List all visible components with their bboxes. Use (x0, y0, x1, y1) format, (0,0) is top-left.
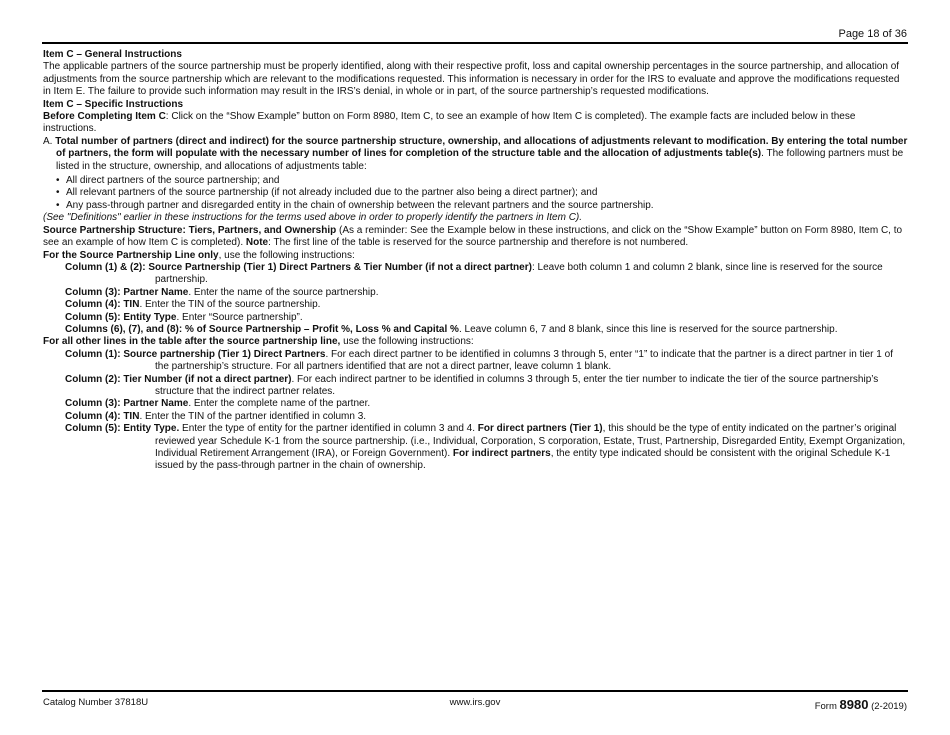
item-a-letter: A. (43, 135, 53, 147)
list-item: • All direct partners of the source partnership; and (56, 175, 908, 187)
column-label: Column (5): Entity Type. (65, 423, 180, 435)
column-label: Column (4): TIN (65, 299, 140, 311)
column-label: Column (3): Partner Name (65, 286, 189, 298)
specific-instructions-heading: Item C – Specific Instructions (43, 98, 184, 110)
other-lines-intro-text: use the following instructions: (340, 336, 474, 348)
source-column-3 (43, 287, 908, 299)
column-label: Column (3): Partner Name (65, 398, 189, 410)
column-label: Column (2): Tier Number (if not a direct partner) (65, 373, 292, 385)
partner-bullet-list (43, 175, 908, 212)
column-text: . Enter the complete name of the partner. (188, 398, 371, 410)
column-text: , the entity type indicated should be consistent with the original Schedule K-1 issued by the pass-through partner in the chain of ownership. (155, 448, 891, 472)
irs-website (0, 697, 950, 708)
direct-partners-label: For direct partners (Tier 1) (477, 423, 603, 435)
column-label: Column (1): Source partnership (Tier 1) Direct Partners (65, 348, 326, 360)
before-completing-label: Before Completing Item C (43, 111, 166, 123)
form-word: Form (814, 701, 837, 712)
catalog-number: Catalog Number 37818U (43, 697, 149, 708)
item-a-bold: Total number of partners (direct and indirect) for the source partnership structure, ownership, and allocations of adjustments relevant to modification. By entering the total number of partners, the form will populate with the necessary number of lines for completion of the structure table and the allocation of adjustments table(s) (55, 135, 908, 160)
column-text: . Leave column 6, 7 and 8 blank, since this line is reserved for the source partnership. (458, 323, 838, 335)
definitions-note: (See "Definitions" earlier in these instructions for the terms used above in order to properly identify the partners in Item C). (43, 212, 583, 224)
column-text: . Enter the TIN of the partner identified in column 3. (139, 410, 367, 422)
column-text: Enter the type of entity for the partner identified in column 3 and 4. (179, 423, 478, 435)
form-label (815, 697, 907, 712)
other-column-3 (43, 398, 908, 410)
general-instructions-heading: Item C – General Instructions (43, 49, 182, 60)
structure-note-label: Note (245, 237, 269, 249)
source-column-5 (43, 312, 908, 324)
indirect-partners-label: For indirect partners (452, 448, 551, 459)
source-line-intro (43, 250, 908, 262)
other-column-2 (43, 374, 908, 399)
other-column-1 (43, 349, 908, 374)
column-text: . Enter the name of the source partnership. (188, 286, 379, 298)
list-item: • Any pass-through partner and disregarded entity in the chain of ownership between the relevant partners and the source partnership. (56, 200, 908, 212)
item-a-text: . The following partners must be listed in the structure, ownership, and allocations of adjustments table: (56, 148, 904, 172)
column-text: , this should be the type of entity indicated on the partner’s original reviewed year Schedule K-1 from the source partnership. (i.e., Individual, Corporation, S corporation, Estate, Trust, Partnership, Disregarded Entity, Exempt Organization, Individual Retirement Arrangement (IRA), or Foreign Government). (155, 423, 906, 459)
bottom-rule (42, 690, 908, 692)
column-text: . For each indirect partner to be identified in columns 3 through 5, enter the tier number to indicate the tier of the source partnership’s structure that the indirect partner relates. (155, 373, 879, 397)
irs-website-link[interactable]: www.irs.gov (449, 697, 501, 708)
structure-note-text: : The first line of the table is reserved for the source partnership and therefore is not numbered. (268, 237, 689, 249)
before-completing-text: : Click on the “Show Example” button on Form 8980, Item C, to see an example of how Item C is completed). The example facts are included below in these instructions. (43, 111, 856, 135)
source-columns-6-8 (43, 324, 908, 336)
form-revision: (2-2019) (871, 701, 907, 712)
structure-text: (As a reminder: See the Example below in these instructions, and click on the “Show Example” button on Form 8980, Item C, to see an example of how Item C is completed). (43, 224, 903, 249)
source-column-1-2 (43, 262, 908, 287)
other-column-5 (43, 423, 908, 473)
column-label: Column (5): Entity Type (65, 311, 177, 323)
other-column-4 (43, 411, 908, 423)
item-a-paragraph (43, 136, 908, 173)
page-number: Page 18 of 36 (838, 28, 907, 40)
other-lines-intro (43, 336, 908, 348)
list-item: • All relevant partners of the source partnership (if not already included due to the partner also being a direct partner); and (56, 187, 908, 199)
column-text: : Leave both column 1 and column 2 blank, since line is reserved for the source partnership. (155, 261, 883, 286)
form-number: 8980 (839, 697, 869, 712)
source-line-intro-text: , use the following instructions: (218, 249, 355, 261)
column-label: Column (1) & (2): Source Partnership (Tier 1) Direct Partners & Tier Number (if not a direct partner) (65, 261, 532, 273)
structure-heading: Source Partnership Structure: Tiers, Partners, and Ownership (43, 224, 337, 236)
structure-paragraph (43, 225, 908, 250)
top-rule (42, 42, 908, 44)
general-instructions-text: The applicable partners of the source partnership must be properly identified, along with their respective profit, loss and capital ownership percentages in the source partnership, and allocation of adjustments from the source partnership which are relevant to the modifications requested. This information is necessary in order for the IRS to evaluate and approve the modifications requested in Item E. The failure to provide such information may result in the IRS’s denial, in whole or in part, of the source partnership’s requested modifications. (43, 61, 900, 98)
source-column-4 (43, 299, 908, 311)
column-label: Columns (6), (7), and (8): % of Source Partnership – Profit %, Loss % and Capital % (65, 323, 459, 335)
column-label: Column (4): TIN (65, 410, 140, 422)
page-content (43, 49, 908, 473)
before-completing-paragraph (43, 111, 908, 136)
column-text: . For each direct partner to be identified in columns 3 through 5, enter “1” to indicate that the partner is a direct partner in tier 1 of the partnership’s structure. For all partners identified that are not a direct partner, leave column 1 blank. (155, 348, 893, 373)
other-lines-intro-bold: For all other lines in the table after the source partnership line, (43, 336, 341, 348)
column-text: . Enter the TIN of the source partnership. (139, 299, 321, 311)
column-text: . Enter “Source partnership”. (176, 311, 303, 323)
source-line-intro-bold: For the Source Partnership Line only (43, 249, 219, 261)
